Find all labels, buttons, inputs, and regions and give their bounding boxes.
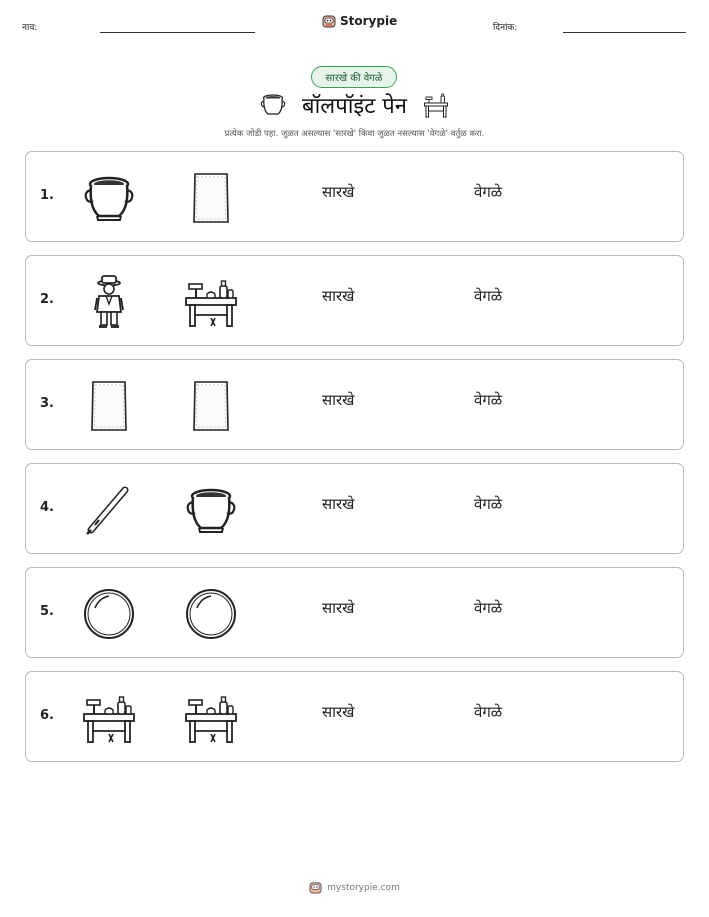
question-number: 2. [40, 292, 54, 307]
storypie-mascot-icon [322, 14, 336, 28]
date-line[interactable] [563, 32, 686, 33]
storypie-mascot-icon [309, 881, 322, 894]
question-number: 5. [40, 604, 54, 619]
pot-icon [81, 170, 137, 226]
question-row [25, 671, 684, 762]
name-label: नाव: [22, 23, 38, 33]
option-same[interactable]: सारखे [322, 703, 355, 721]
workbench-icon [183, 274, 239, 330]
paper-icon [81, 378, 137, 434]
page-title: बॉलपॉइंट पेन [302, 94, 407, 119]
option-same[interactable]: सारखे [322, 599, 355, 617]
question-number: 4. [40, 500, 54, 515]
option-same[interactable]: सारखे [322, 391, 355, 409]
title-row [0, 90, 709, 120]
name-line[interactable] [100, 32, 255, 33]
circle-icon [81, 586, 137, 642]
option-same[interactable]: सारखे [322, 495, 355, 513]
instructions: प्रत्येक जोडी पहा. जुळत असल्यास 'सारखे' किंवा जुळत नसल्यास 'वेगळे' वर्तुळ करा. [224, 129, 485, 139]
option-different[interactable]: वेगळे [474, 599, 503, 617]
footer [0, 881, 709, 894]
option-different[interactable]: वेगळे [474, 287, 503, 305]
brand-logo [322, 14, 397, 28]
pen-icon [81, 482, 137, 538]
question-row [25, 463, 684, 554]
pot-icon [183, 482, 239, 538]
question-number: 1. [40, 188, 54, 203]
topic-tag: सारखे की वेगळे [311, 66, 397, 88]
workbench-icon [183, 690, 239, 746]
workbench-icon [81, 690, 137, 746]
date-label: दिनांक: [493, 23, 518, 33]
option-same[interactable]: सारखे [322, 183, 355, 201]
option-different[interactable]: वेगळे [474, 495, 503, 513]
option-same[interactable]: सारखे [322, 287, 355, 305]
question-number: 6. [40, 708, 54, 723]
pot-icon [256, 91, 290, 119]
footer-site: mystorypie.com [327, 882, 400, 893]
question-number: 3. [40, 396, 54, 411]
option-different[interactable]: वेगळे [474, 183, 503, 201]
question-row [25, 359, 684, 450]
man-in-hat-icon [81, 274, 137, 330]
question-row [25, 567, 684, 658]
paper-icon [183, 378, 239, 434]
paper-icon [183, 170, 239, 226]
workbench-icon [419, 91, 453, 119]
option-different[interactable]: वेगळे [474, 391, 503, 409]
question-row [25, 255, 684, 346]
option-different[interactable]: वेगळे [474, 703, 503, 721]
circle-icon [183, 586, 239, 642]
question-row [25, 151, 684, 242]
brand-name: Storypie [340, 14, 398, 28]
